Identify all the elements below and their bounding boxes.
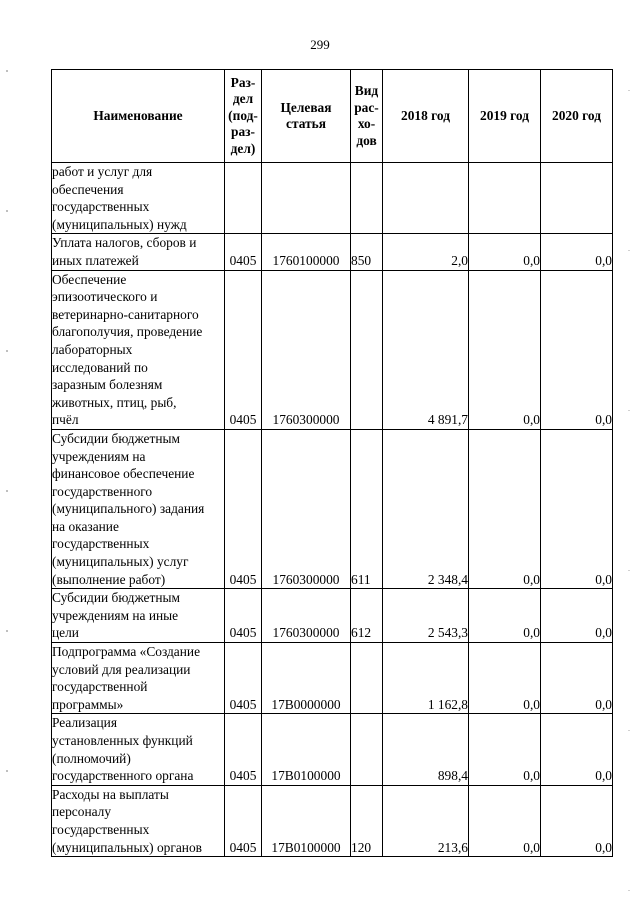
- row-vid: 612: [351, 589, 383, 643]
- row-vid: [351, 643, 383, 714]
- row-2019: [469, 163, 541, 234]
- row-2018: 1 162,8: [383, 643, 469, 714]
- row-2018: [383, 163, 469, 234]
- row-vid: 611: [351, 429, 383, 588]
- table-row: [52, 714, 613, 785]
- row-2019: 0,0: [469, 234, 541, 270]
- row-vid: [351, 270, 383, 429]
- row-2019: 0,0: [469, 270, 541, 429]
- row-vid: 120: [351, 785, 383, 856]
- row-name: Субсидии бюджетным учреждениям на финансовое обеспечение государственного (муниципального) задания на оказание государственных (муниципальных) услуг (выполнение работ): [52, 429, 225, 588]
- page-number: 299: [310, 37, 330, 52]
- row-target: 1760100000: [262, 234, 351, 270]
- row-target: 1760300000: [262, 589, 351, 643]
- row-razdel: 0405: [225, 589, 262, 643]
- row-2020: 0,0: [541, 643, 613, 714]
- row-2018: 213,6: [383, 785, 469, 856]
- row-target: 17В0100000: [262, 714, 351, 785]
- row-2020: 0,0: [541, 714, 613, 785]
- row-2020: 0,0: [541, 785, 613, 856]
- row-name: работ и услуг для обеспечения государственных (муниципальных) нужд: [52, 163, 225, 234]
- header-vid: Вид рас- хо- дов: [351, 70, 383, 163]
- row-target: 17В0000000: [262, 643, 351, 714]
- row-2019: 0,0: [469, 429, 541, 588]
- row-name: Субсидии бюджетным учреждениям на иные цели: [52, 589, 225, 643]
- scan-artifact-right: [628, 0, 630, 905]
- header-2020: 2020 год: [541, 70, 613, 163]
- table-row: [52, 643, 613, 714]
- scan-artifact-left: [6, 0, 8, 905]
- table-row: [52, 270, 613, 429]
- budget-table: [51, 69, 613, 857]
- row-2020: 0,0: [541, 234, 613, 270]
- row-name: Расходы на выплаты персоналу государственных (муниципальных) органов: [52, 785, 225, 856]
- table-header-row: [52, 70, 613, 163]
- table-row: [52, 234, 613, 270]
- header-2019: 2019 год: [469, 70, 541, 163]
- row-razdel: [225, 163, 262, 234]
- row-razdel: 0405: [225, 714, 262, 785]
- row-name: Подпрограмма «Создание условий для реализации государственной программы»: [52, 643, 225, 714]
- row-target: 1760300000: [262, 270, 351, 429]
- row-2019: 0,0: [469, 643, 541, 714]
- header-target: Целевая статья: [262, 70, 351, 163]
- row-2019: 0,0: [469, 589, 541, 643]
- table-row: [52, 429, 613, 588]
- row-razdel: 0405: [225, 270, 262, 429]
- row-target: 17В0100000: [262, 785, 351, 856]
- row-vid: [351, 163, 383, 234]
- row-name: Обеспечение эпизоотического и ветеринарно-санитарного благополучия, проведение лабораторных исследований по заразным болезням животных, птиц, рыб, пчёл: [52, 270, 225, 429]
- header-2018: 2018 год: [383, 70, 469, 163]
- row-razdel: 0405: [225, 643, 262, 714]
- row-name: Уплата налогов, сборов и иных платежей: [52, 234, 225, 270]
- row-2020: 0,0: [541, 589, 613, 643]
- row-2018: 2 348,4: [383, 429, 469, 588]
- row-2018: 2 543,3: [383, 589, 469, 643]
- row-2020: 0,0: [541, 270, 613, 429]
- row-2020: 0,0: [541, 429, 613, 588]
- row-2019: 0,0: [469, 785, 541, 856]
- table-row: [52, 589, 613, 643]
- row-vid: [351, 714, 383, 785]
- row-target: [262, 163, 351, 234]
- row-2018: 4 891,7: [383, 270, 469, 429]
- row-razdel: 0405: [225, 234, 262, 270]
- header-razdel: Раз- дел (под- раз- дел): [225, 70, 262, 163]
- header-name: Наименование: [52, 70, 225, 163]
- row-razdel: 0405: [225, 785, 262, 856]
- row-2018: 898,4: [383, 714, 469, 785]
- row-razdel: 0405: [225, 429, 262, 588]
- row-vid: 850: [351, 234, 383, 270]
- row-2020: [541, 163, 613, 234]
- row-2018: 2,0: [383, 234, 469, 270]
- row-name: Реализация установленных функций (полномочий) государственного органа: [52, 714, 225, 785]
- table-row: [52, 163, 613, 234]
- row-target: 1760300000: [262, 429, 351, 588]
- row-2019: 0,0: [469, 714, 541, 785]
- table-row: [52, 785, 613, 856]
